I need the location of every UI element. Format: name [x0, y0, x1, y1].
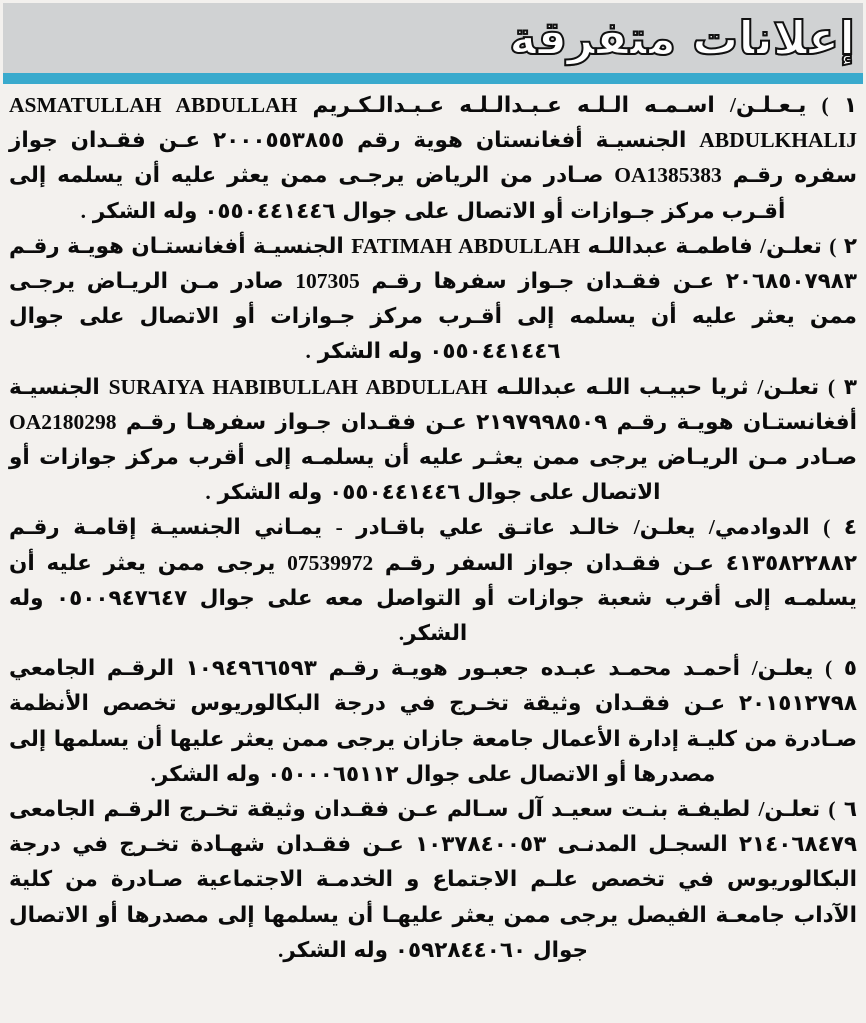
section-header — [3, 3, 863, 84]
section-title: إعلانات متفرقة — [509, 11, 855, 65]
section-header-banner — [3, 3, 863, 73]
ad-passport-loss-1: ١ ) يـعـلـن/ اسـمـه الـلـه عـبـدالـلـه عـبـدالـكـريم ASMATULLAH ABDULLAH ABDULKHALIJ الجنسيـة أفغانستان هوية رقم ٢٠٠٠٥٥٣٨٥٥ عـن فقـدان جواز سفره رقـم OA1385383 صـادر من الرياض يرجـى ممن يعثر عليه أن يسلمه إلى أقـرب مركز جـوازات أو الاتصال على جوال ٠٥٥٠٤٤١٤٤٦ وله الشكر . — [9, 93, 857, 223]
ads-body — [0, 84, 866, 968]
ad-diploma-loss-5: ٥ ) يعلـن/ أحمـد محمـد عبـده جعبـور هويـة رقـم ١٠٩٤٩٦٦٥٩٣ الرقـم الجامعي ٢٠١٥١٢٧٩٨ عـن فقـدان وثيقة تخـرج في درجة البكالوريوس تخصص الأنظمة صـادرة من كليـة إدارة الأعمال جامعة جازان يرجى ممن يعثر عليها أن يسلمها إلى مصدرها أو الاتصال على جوال ٠٥٠٠٠٦٥١١٢ وله الشكر. — [9, 656, 857, 786]
ad-passport-loss-3: ٣ ) تعلـن/ ثريا حبيـب اللـه عبداللـه SURAIYA HABIBULLAH ABDULLAH الجنسيـة أفغانستـان هويـة رقـم ٢١٩٧٩٩٨٥٠٩ عـن فقـدان جـواز سفرهـا رقـم OA2180298 صـادر مـن الريـاض يرجى ممن يعثـر عليه أن يسلمـه إلى أقرب مركز جوازات أو الاتصال على جوال ٠٥٥٠٤٤١٤٤٦ وله الشكر . — [9, 374, 857, 505]
ad-passport-loss-4: ٤ ) الدوادمي/ يعلـن/ خالـد عاتـق علي باقـادر - يمـاني الجنسيـة إقامـة رقـم ٤١٣٥٨٢٢٨٨٢ عـن فقـدان جواز السفر رقـم 07539972 يرجى ممن يعثر عليه أن يسلمـه إلى أقرب شعبة جوازات أو التواصل معه على جوال ٠٥٠٠٩٤٧٦٤٧ وله الشكر. — [9, 515, 857, 646]
header-accent-bar — [3, 73, 863, 84]
classifieds-page — [0, 3, 866, 1023]
ad-passport-loss-2: ٢ ) تعلـن/ فاطمـة عبداللـه FATIMAH ABDULLAH الجنسيـة أفغانستـان هويـة رقـم ٢٠٦٨٥٠٧٩٨٣ عـن فقـدان جـواز سفرها رقـم 107305 صادر مـن الريـاض يرجـى ممن يعثر عليه أن يسلمه إلى أقـرب مركز جـوازات أو الاتصال على جوال ٠٥٥٠٤٤١٤٤٦ وله الشكر . — [9, 233, 857, 364]
ad-diploma-loss-6: ٦ ) تعلـن/ لطيفـة بنـت سعيـد آل سـالم عـن فقـدان وثيقة تخـرج الرقـم الجامعى ٢١٤٠٦٨٤٧٩ السجـل المدنـى ١٠٣٧٨٤٠٠٥٣ عـن فقـدان شهـادة تخـرج في درجة البكالوريوس في تخصص علـم الاجتماع و الخدمـة الاجتماعية صـادرة من كلية الآداب جامعـة الفيصل يرجى ممن يعثر عليهـا أن يسلمها إلى مصدرها أو الاتصال جوال ٠٥٩٢٨٤٤٠٦٠ وله الشكر. — [9, 797, 858, 962]
